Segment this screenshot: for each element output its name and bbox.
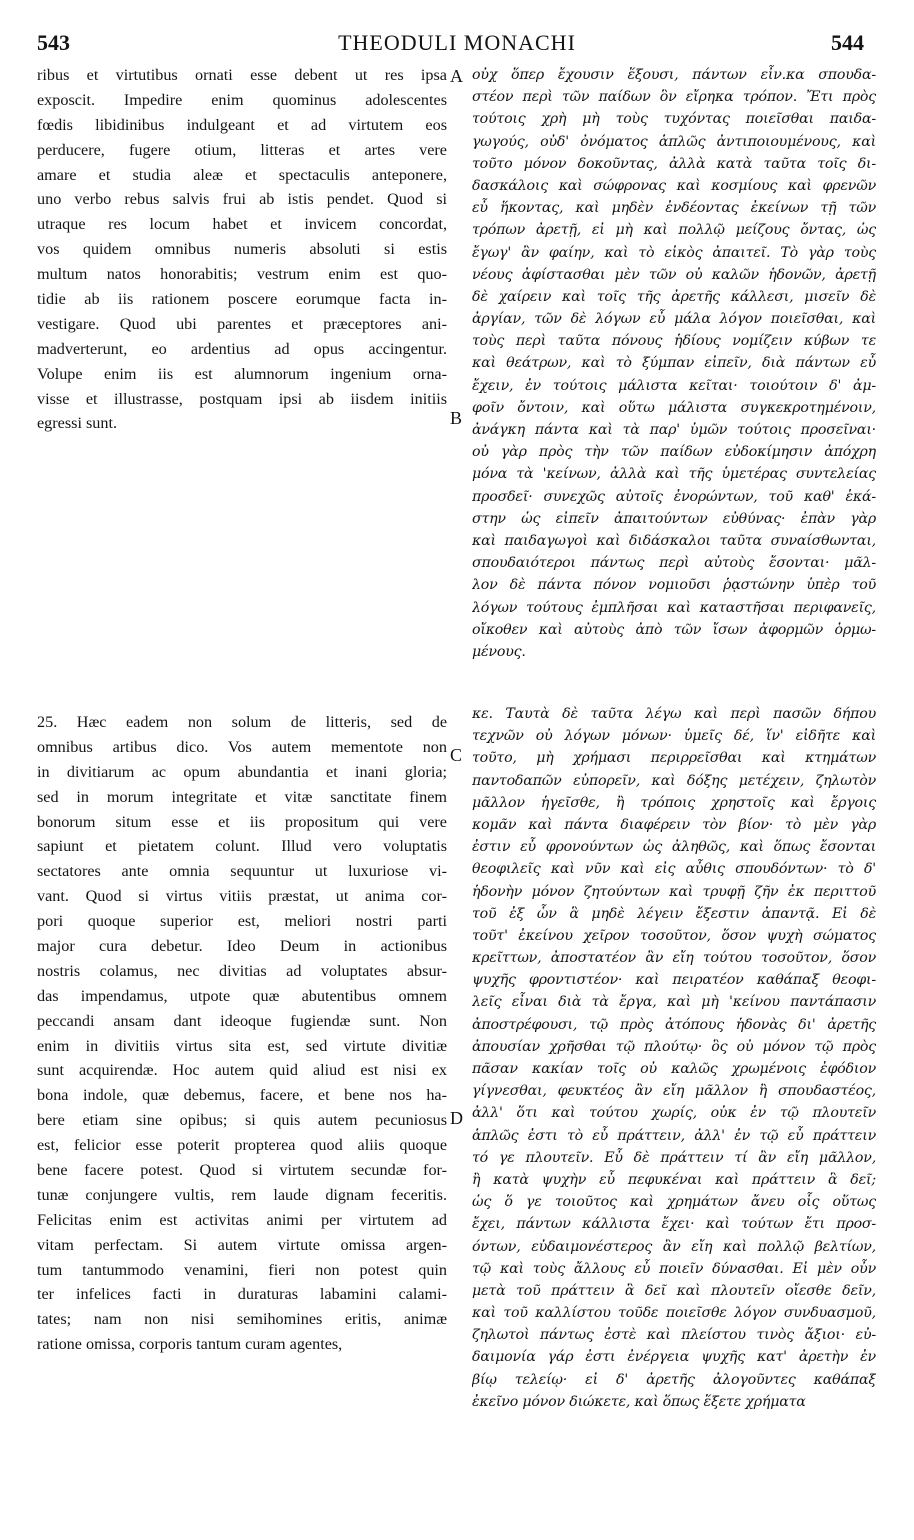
text-line: ἀλλ' ὅτι καὶ τούτου χωρίς, οὐκ ἐν τῷ πλουτεῖν (472, 1105, 876, 1122)
margin-letter-c: C (450, 745, 463, 765)
text-line: κε. Ταυτὰ δὲ ταῦτα λέγω καὶ περὶ πασῶν δήπου (472, 706, 876, 722)
text-line: γωγούς, οὐδ' ὀνόματος ἁπλῶς ἀντιποιουμένους, καὶ (472, 133, 876, 150)
text-line: τούτοις χρὴ μὴ τοὺς τυχόντας ποιεῖσθαι παιδα- (472, 111, 876, 128)
text-line: das impendamus, utpote quæ abutentibus omnem (37, 986, 447, 1005)
text-line: sunt acquirendæ. Hoc autem quid aliud est nisi ex (37, 1061, 447, 1080)
text-line: ter infelices facti in duraturas labamini calami- (37, 1285, 447, 1304)
text-line: μετὰ τοῦ πράττειν ἃ δεῖ καὶ πλουτεῖν οἴεσθε δεῖν, (472, 1282, 876, 1299)
text-line: κρεῖττων, ἀποστατέον ἂν εἴη τούτου τοσοῦτον, ὅσον (472, 950, 876, 967)
text-line: μένους. (472, 643, 526, 660)
text-line: τοῦτο μόνον δοκοῦντας, ἀλλὰ κατὰ ταῦτα τοῖς δι- (472, 155, 876, 172)
text-line: δασκάλοις καὶ σώφρονας καὶ κοσμίους καὶ φρενῶν (472, 177, 876, 194)
text-line: amare et studia aleæ et spectaculis anteponere, (37, 165, 447, 184)
margin-letter-b: B (450, 408, 463, 428)
margin-letter-d: D (450, 1108, 463, 1128)
text-line: nostris colamus, nec divitias ad voluptates absur- (37, 961, 447, 980)
text-line: ἐκεῖνο μόνον διώκετε, καὶ ὅπως ἕξετε χρήματα (472, 1393, 806, 1410)
text-line: sectatores ante omnia sequuntur ut luxuriose vi- (37, 862, 447, 881)
text-line: bere etiam sine opibus; si quis autem pecuniosus (37, 1111, 447, 1130)
text-line: egressi sunt. (37, 414, 118, 433)
text-line: δαιμονία γάρ ἐστι ἐνέργεια ψυχῆς κατ' ἀρετὴν ἐν (472, 1349, 876, 1366)
text-line: μόνα τὰ 'κείνων, ἀλλὰ καὶ τῆς ὑμετέρας συντελείας (472, 466, 876, 483)
text-line: προσδεῖ· συνεχῶς αὐτοῖς ἐνορώντων, τοῦ καθ' ἑκά- (472, 488, 876, 505)
text-line: τοῦ ἐξ ὧν ἃ μηδὲ λέγειν ἔξεστιν ἀπαντᾷ. Εἰ δὲ (472, 905, 876, 922)
text-line: φοῖν ὄντοιν, καὶ οὕτω μάλιστα συγκεκροτημένοιν, (472, 399, 876, 416)
text-line: ἡδονὴν μόνον ζητούντων καὶ τρυφῇ ζῆν ἐκ περιττοῦ (472, 883, 876, 900)
text-line: ribus et virtutibus ornati esse debent ut res ipsa (37, 66, 447, 84)
text-line: ψυχῆς φροντιστέον· καὶ πειρατέον καθάπαξ θεοφι- (472, 972, 876, 989)
text-line: fœdis libidinibus indulgeant et ad virtutem eos (37, 115, 447, 134)
text-line: πᾶσαν κακίαν τοῖς οὐ καλῶς χρωμένοις ἐφόδιον (472, 1061, 876, 1077)
text-line: τοῦτ' ἐκείνου χεῖρον τοσοῦτον, ὅσον ψυχὴ σώματος (472, 927, 876, 944)
text-line: εὖ ἥκοντας, καὶ μηδὲν ἐνδέοντας ἐκείνων τῇ τῶν (472, 200, 876, 217)
text-line: sed in morum integritate et vitæ sanctitate finem (37, 787, 447, 806)
text-line: ἀνάγκη πάντα καὶ τὰ παρ' ὑμῶν τούτοις προσεῖναι· (472, 422, 876, 438)
running-header (0, 30, 914, 60)
text-line: tunæ conjungere vultis, rem laude dignam feceritis. (37, 1185, 447, 1204)
text-line: perducere, fugere otium, litteras et artes vere (37, 140, 447, 159)
text-line: est, felicior esse poterit propterea quod aliis quoque (37, 1136, 447, 1155)
text-line: τῷ καὶ τοὺς ἄλλους εὖ ποιεῖν δύνασθαι. Εἰ μὲν οὖν (472, 1260, 876, 1277)
greek-column-bottom (472, 703, 876, 1413)
text-line: Felicitas enim est activitas animi per virtutem ad (37, 1210, 447, 1229)
text-line: ἀποστρέφουσι, τῷ πρὸς ἀτόπους ἡδονὰς δι' ἀρετῆς (472, 1016, 876, 1033)
text-line: όντων, εὐδαιμονέστερος ἂν εἴη καὶ πολλῷ βελτίων, (472, 1238, 876, 1255)
text-line: τό γε πλουτεῖν. Εὖ δὲ πράττειν τί ἂν εἴη μᾶλλον, (472, 1149, 876, 1166)
text-line: βίῳ τελείῳ· εἰ δ' ἀρετῆς ἀλογοῦντες καθάπαξ (472, 1371, 876, 1388)
text-line: vos quidem omnibus numeris absoluti si estis (37, 240, 447, 259)
text-line: λον δὲ πάντα πόνον νομιοῦσι ῥᾳστώνην ὑπὲρ τοῦ (472, 577, 876, 594)
text-line: ἔγωγ' ἂν φαίην, καὶ τὸ εἰκὸς ἀπαιτεῖ. Τὸ γὰρ τοὺς (472, 244, 876, 261)
latin-column-bottom (37, 710, 447, 1357)
text-line: ἐστιν εὖ φρονούντων ὡς ἀληθῶς, καὶ ὅπως ἔσονται (472, 839, 876, 856)
text-line: τρόπων ἀρετῇ, εἰ μὴ καὶ πολλῷ μείζους ὄντας, ὡς (472, 222, 876, 239)
text-line: ἔχει, πάντων κάλλιστα ἔχει· καὶ τούτων ἔτι προσ- (472, 1216, 876, 1233)
text-line: τοὺς περὶ ταῦτα πόνους ἡδίους νομίζειν κύβων τε (472, 333, 876, 350)
text-line: sapiunt et pietatem colunt. Illud vero voluptatis (37, 837, 447, 856)
text-line: σπουδαιότεροι πάντως περὶ αὐτοὺς ἔσονται· μᾶλ- (472, 555, 876, 572)
text-line: utraque res locum habet et invicem concordat, (37, 215, 447, 234)
text-line: δὲ χαίρειν καὶ τοῖς τῆς ἀρετῆς κάλλεσι, μισεῖν δὲ (472, 288, 876, 305)
text-line: ἢ κατὰ ψυχὴν εὖ πεφυκέναι καὶ πράττειν ἃ δεῖ; (472, 1171, 876, 1188)
text-line: ratione omissa, corporis tantum curam agentes, (37, 1335, 343, 1354)
text-line: καὶ παιδαγωγοὶ καὶ διδάσκαλοι ταῦτα συναίσθωνται, (472, 532, 876, 549)
text-line: παντοδαπῶν εὐπορεῖν, καὶ δόξης μετέχειν, ζηλωτὸν (472, 772, 876, 789)
text-line: pori quoque superior est, meliori nostri parti (37, 912, 447, 931)
text-line: visse et illustrasse, postquam ipsi ab iisdem initiis (37, 389, 447, 408)
text-line: vestigare. Quod ubi parentes et præceptores ani- (37, 314, 447, 333)
text-line: κομᾶν καὶ πάντα διαφέρειν τὸν βίον· τὸ μὲν γὰρ (472, 816, 876, 833)
text-line: τεχνῶν οὐ λόγων μόνων· ὑμεῖς δέ, ἵν' εἰδῆτε καὶ (472, 728, 876, 745)
text-line: multum natos honorabitis; vestrum enim est quo- (37, 265, 447, 284)
text-line: in divitiarum ac opum abundantia et inani gloria; (37, 762, 447, 781)
text-line: peccandi ansam dant ideoque fugiendæ sunt. Non (37, 1011, 447, 1030)
text-line: οὐχ ὅπερ ἔχουσιν ἕξουσι, πάντων εἶν.κα σπουδα- (472, 67, 876, 83)
text-line: καὶ θεάτρων, καὶ τὸ ξύμπαν εἰπεῖν, διὰ πάντων εὖ (472, 355, 876, 372)
greek-column-top (472, 64, 876, 663)
text-line: γίγνεσθαι, φευκτέος ἂν εἴη μᾶλλον ἢ σπουδαστέος, (472, 1083, 876, 1100)
margin-letter-a: A (450, 66, 463, 86)
text-line: ἀπουσίαν χρῆσθαι τῷ πλούτῳ· ὃς οὐ μόνον τῷ πρὸς (472, 1038, 876, 1055)
text-line: uno verbo rebus salvis frui ab istis pendet. Quod si (37, 190, 447, 209)
text-line: tum tantummodo venamini, fieri non potest quin (37, 1260, 447, 1279)
text-line: tates; nam non nisi semihomines eritis, animæ (37, 1310, 447, 1329)
text-line: major cura debetur. Ideo Deum in actionibus (37, 937, 447, 956)
text-line: καὶ τοῦ καλλίστου τοῦδε ποιεῖσθε λόγον συνδυασμοῦ, (472, 1305, 876, 1322)
text-line: bona indole, quæ debemus, facere, et bene nos ha- (37, 1086, 447, 1105)
text-line: bene facere potest. Quod si virtutem secundæ for- (37, 1161, 447, 1180)
text-line: vitam perfectam. Si autem virtute omissa argen- (37, 1235, 447, 1254)
text-line: ἔχειν, ἐν τούτοις μάλιστα κεῖται· τοιούτοιν δ' ἀμ- (472, 377, 876, 394)
latin-column-top (37, 63, 447, 436)
text-line: ἀργίαν, τῶν δὲ λόγων εὖ μάλα λόγον ποιεῖσθαι, καὶ (472, 311, 876, 328)
text-line: νέους ἀφίστασθαι μὲν τῶν οὐ καλῶν ἡδονῶν, ἀρετῇ (472, 266, 876, 283)
text-line: enim in divitiis virtus sita est, sed virtute divitiæ (37, 1036, 447, 1055)
text-line: στην ὡς εἰπεῖν ἀπαιτούντων εὐθύνας· ἐπὰν γὰρ (472, 510, 876, 527)
text-line: οἴκοθεν καὶ αὐτοὺς ἀπὸ τῶν ἴσων ἀφορμῶν ὁρμω- (472, 621, 876, 638)
text-line: exposcit. Impedire enim quominus adolescentes (37, 90, 447, 109)
text-line: ζηλωτοὶ πάντως ἐστὲ καὶ πλείστου τινὸς ἄξιοι· εὐ- (472, 1327, 876, 1344)
text-line: οὐ γὰρ πρὸς τὴν τῶν παίδων εὐδοκίμησιν ἀπόχρη (472, 444, 876, 461)
text-line: Volupe enim iis est alumnorum ingenium orna- (37, 364, 447, 383)
running-title: THEODULI MONACHI (338, 30, 576, 55)
text-line: τοῦτο, μὴ χρήμασι περιρρεῖσθαι καὶ κτημάτων (472, 750, 876, 767)
text-line: omnibus artibus dico. Vos autem mementote non (37, 737, 447, 756)
text-line: madverterunt, eo ardentius ad opus accingentur. (37, 339, 447, 358)
text-line: bonorum situm esse et iis propositum qui vere (37, 812, 447, 831)
text-line: λεῖς εἶναι διὰ τὰ ἔργα, καὶ μὴ 'κείνου παντάπασιν (472, 994, 876, 1011)
text-line: λόγων τούτους ἐμπλῆσαι καὶ καταστῆσαι περιφανεῖς, (472, 599, 876, 616)
text-line: tidie ab iis rationem poscere eorumque facta in- (37, 290, 447, 309)
text-line: στέον περὶ τῶν παίδων ὃν εἴρηκα τρόπον. Ἔτι πρὸς (472, 89, 876, 106)
text-line: 25. Hæc eadem non solum de litteris, sed de (37, 713, 447, 731)
text-line: μᾶλλον ἡγεῖσθε, ἢ τρόποις χρηστοῖς καὶ ἔργοις (472, 794, 876, 811)
text-line: θεοφιλεῖς καὶ νῦν καὶ εἰς αὖθις σπουδόντων· τὸ δ' (472, 861, 876, 878)
text-line: ὡς ὅ γε τοιοῦτος καὶ χρημάτων ἄνευ οἷς οὕτως (472, 1194, 876, 1211)
text-line: vant. Quod si virtus vitiis præstat, ut anima cor- (37, 887, 447, 906)
page-number-left: 543 (37, 30, 70, 55)
text-line: ἁπλῶς ἐστι τὸ εὖ πράττειν, ἀλλ' ἐν τῷ εὖ πράττειν (472, 1127, 876, 1144)
page-number-right: 544 (831, 30, 864, 55)
